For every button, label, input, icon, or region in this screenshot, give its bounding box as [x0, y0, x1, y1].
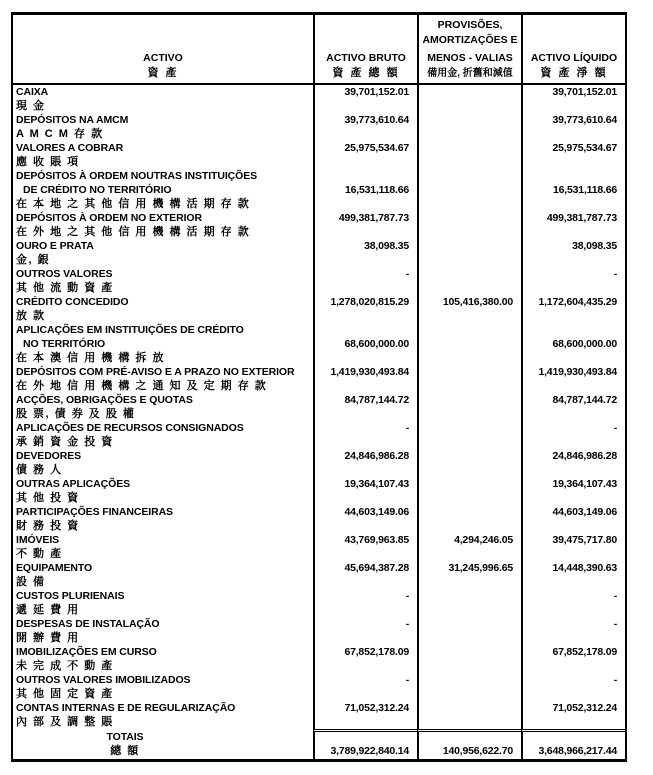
- asset-row: [13, 505, 625, 533]
- header-activo-liquido-column: [521, 15, 625, 83]
- header-bruto-label-cn: 資 產 總 額: [332, 67, 400, 79]
- header-provisoes-label-1: PROVISÕES,: [437, 19, 503, 31]
- provisions-value-cell: [417, 617, 521, 645]
- asset-name-cell: [13, 505, 313, 533]
- header-activo-bruto-column: [313, 15, 417, 83]
- provisions-value-cell: [417, 239, 521, 267]
- asset-name-pt: EQUIPAMENTO: [16, 562, 93, 574]
- asset-name-cell: [13, 365, 313, 393]
- provisions-value-cell: [417, 85, 521, 113]
- asset-name-pt: CRÉDITO CONCEDIDO: [16, 296, 129, 308]
- asset-row: [13, 267, 625, 295]
- totals-row: [13, 729, 625, 759]
- gross-value-cell: 39,701,152.01: [313, 85, 417, 113]
- asset-name-cell: [13, 141, 313, 169]
- net-value-cell: 38,098.35: [521, 239, 625, 267]
- asset-row: [13, 365, 625, 393]
- asset-name-pt: DESPESAS DE INSTALAÇÃO: [16, 618, 160, 630]
- provisions-value-cell: 105,416,380.00: [417, 295, 521, 323]
- net-value-cell: -: [521, 589, 625, 617]
- provisions-value-cell: 31,245,996.65: [417, 561, 521, 589]
- gross-value-cell: -: [313, 617, 417, 645]
- asset-name-pt: DEPÓSITOS NA AMCM: [16, 114, 129, 126]
- provisions-value-cell: [417, 169, 521, 211]
- asset-name-pt: NO TERRITÓRIO: [23, 338, 106, 350]
- asset-name-pt: DEPÓSITOS À ORDEM NOUTRAS INSTITUIÇÕES: [16, 170, 258, 182]
- provisions-value-cell: [417, 141, 521, 169]
- asset-name-cn: 其 他 固 定 資 產: [16, 688, 114, 700]
- assets-table: [11, 12, 627, 762]
- asset-name-cn: 在 本 澳 信 用 機 構 拆 放: [16, 352, 165, 364]
- gross-value-cell: 71,052,312.24: [313, 701, 417, 729]
- totals-provisions-cell: [417, 729, 521, 759]
- header-provisoes-label-cn: 備用金, 折舊和減值: [427, 68, 513, 79]
- asset-name-cell: [13, 645, 313, 673]
- asset-name-pt: PARTICIPAÇÕES FINANCEIRAS: [16, 506, 173, 518]
- asset-row: [13, 449, 625, 477]
- asset-name-pt: CUSTOS PLURIENAIS: [16, 590, 125, 602]
- net-value-cell: 39,701,152.01: [521, 85, 625, 113]
- provisions-value-cell: [417, 701, 521, 729]
- asset-name-pt: IMÓVEIS: [16, 534, 60, 546]
- provisions-value-cell: [417, 267, 521, 295]
- asset-name-cn: 應 收 賬 項: [16, 156, 80, 168]
- asset-row: [13, 589, 625, 617]
- asset-name-pt: DEVEDORES: [16, 450, 82, 462]
- asset-row: [13, 239, 625, 267]
- header-activo-label: ACTIVO: [143, 52, 183, 64]
- asset-name-cn: 現 金: [16, 100, 46, 112]
- header-provisoes-column: [417, 15, 521, 83]
- asset-name-cn: A M C M 存 款: [16, 128, 104, 140]
- asset-name-pt: VALORES A COBRAR: [16, 142, 124, 154]
- net-value-cell: 71,052,312.24: [521, 701, 625, 729]
- asset-row: [13, 323, 625, 365]
- asset-name-cell: [13, 169, 313, 211]
- gross-value-cell: -: [313, 421, 417, 449]
- asset-name-cell: [13, 617, 313, 645]
- net-value-cell: 67,852,178.09: [521, 645, 625, 673]
- asset-name-pt: IMOBILIZAÇÕES EM CURSO: [16, 646, 157, 658]
- net-value-cell: 499,381,787.73: [521, 211, 625, 239]
- header-bruto-label: ACTIVO BRUTO: [326, 52, 406, 64]
- asset-name-cn: 放 款: [16, 310, 46, 322]
- asset-name-cell: [13, 295, 313, 323]
- totals-label: TOTAIS: [106, 731, 144, 743]
- net-value-cell: 39,773,610.64: [521, 113, 625, 141]
- asset-row: [13, 617, 625, 645]
- asset-name-cell: [13, 449, 313, 477]
- totals-net-value: 3,648,966,217.44: [538, 745, 617, 757]
- asset-name-cn: 其 他 投 資: [16, 492, 80, 504]
- asset-name-pt: DE CRÉDITO NO TERRITÓRIO: [23, 184, 172, 196]
- asset-row: [13, 645, 625, 673]
- gross-value-cell: 25,975,534.67: [313, 141, 417, 169]
- asset-name-cn: 金, 銀: [16, 254, 51, 266]
- asset-name-pt: CAIXA: [16, 86, 49, 98]
- provisions-value-cell: [417, 477, 521, 505]
- provisions-value-cell: 4,294,246.05: [417, 533, 521, 561]
- header-liquido-label: ACTIVO LÍQUIDO: [530, 52, 618, 64]
- totals-net-cell: [521, 729, 625, 759]
- gross-value-cell: 68,600,000.00: [313, 323, 417, 365]
- provisions-value-cell: [417, 113, 521, 141]
- net-value-cell: 39,475,717.80: [521, 533, 625, 561]
- header-liquido-label-cn: 資 產 淨 額: [540, 67, 608, 79]
- asset-name-cell: [13, 85, 313, 113]
- provisions-value-cell: [417, 449, 521, 477]
- net-value-cell: 68,600,000.00: [521, 323, 625, 365]
- net-value-cell: 14,448,390.63: [521, 561, 625, 589]
- net-value-cell: 44,603,149.06: [521, 505, 625, 533]
- asset-name-pt: DEPÓSITOS COM PRÉ-AVISO E A PRAZO NO EXTERIOR: [16, 366, 295, 378]
- table-body: [13, 85, 625, 729]
- net-value-cell: 16,531,118.66: [521, 169, 625, 211]
- asset-row: [13, 85, 625, 113]
- gross-value-cell: 499,381,787.73: [313, 211, 417, 239]
- asset-name-cell: [13, 211, 313, 239]
- asset-name-cn: 財 務 投 資: [16, 520, 80, 532]
- net-value-cell: 1,172,604,435.29: [521, 295, 625, 323]
- provisions-value-cell: [417, 673, 521, 701]
- asset-name-pt: APLICAÇÕES EM INSTITUIÇÕES DE CRÉDITO: [16, 324, 244, 336]
- asset-name-pt: OUTROS VALORES IMOBILIZADOS: [16, 674, 191, 686]
- net-value-cell: -: [521, 673, 625, 701]
- net-value-cell: -: [521, 267, 625, 295]
- gross-value-cell: 38,098.35: [313, 239, 417, 267]
- provisions-value-cell: [417, 589, 521, 617]
- gross-value-cell: -: [313, 673, 417, 701]
- asset-row: [13, 561, 625, 589]
- totals-provisions-value: 140,956,622.70: [442, 745, 513, 757]
- header-provisoes-label-2: AMORTIZAÇÕES E: [422, 34, 518, 46]
- asset-name-cn: 在 本 地 之 其 他 信 用 機 構 活 期 存 款: [16, 198, 251, 210]
- gross-value-cell: 45,694,387.28: [313, 561, 417, 589]
- asset-name-cn: 承 銷 資 金 投 資: [16, 436, 114, 448]
- asset-name-cell: [13, 421, 313, 449]
- asset-name-cell: [13, 113, 313, 141]
- asset-row: [13, 701, 625, 729]
- asset-row: [13, 113, 625, 141]
- asset-name-cell: [13, 239, 313, 267]
- asset-name-cn: 設 備: [16, 576, 46, 588]
- asset-name-cn: 股 票, 債 券 及 股 權: [16, 408, 136, 420]
- asset-row: [13, 295, 625, 323]
- provisions-value-cell: [417, 211, 521, 239]
- header-activo-label-cn: 資 產: [147, 67, 179, 79]
- asset-row: [13, 673, 625, 701]
- asset-name-pt: OUTRAS APLICAÇÕES: [16, 478, 131, 490]
- asset-name-pt: ACÇÕES, OBRIGAÇÕES E QUOTAS: [16, 394, 193, 406]
- net-value-cell: -: [521, 421, 625, 449]
- asset-name-cell: [13, 589, 313, 617]
- asset-name-cell: [13, 267, 313, 295]
- net-value-cell: 24,846,986.28: [521, 449, 625, 477]
- asset-row: [13, 421, 625, 449]
- gross-value-cell: 44,603,149.06: [313, 505, 417, 533]
- asset-name-cn: 其 他 流 動 資 產: [16, 282, 114, 294]
- gross-value-cell: -: [313, 589, 417, 617]
- gross-value-cell: 67,852,178.09: [313, 645, 417, 673]
- net-value-cell: 19,364,107.43: [521, 477, 625, 505]
- net-value-cell: 25,975,534.67: [521, 141, 625, 169]
- asset-name-pt: DEPÓSITOS À ORDEM NO EXTERIOR: [16, 212, 202, 224]
- header-provisoes-label-3: MENOS - VALIAS: [427, 52, 513, 64]
- asset-name-cell: [13, 701, 313, 729]
- asset-name-cn: 在 外 地 信 用 機 構 之 通 知 及 定 期 存 款: [16, 380, 268, 392]
- asset-name-cn: 內 部 及 調 整 賬: [16, 716, 114, 728]
- gross-value-cell: 43,769,963.85: [313, 533, 417, 561]
- asset-row: [13, 211, 625, 239]
- gross-value-cell: 24,846,986.28: [313, 449, 417, 477]
- asset-row: [13, 533, 625, 561]
- gross-value-cell: 16,531,118.66: [313, 169, 417, 211]
- provisions-value-cell: [417, 323, 521, 365]
- asset-name-cell: [13, 477, 313, 505]
- provisions-value-cell: [417, 365, 521, 393]
- asset-name-cell: [13, 673, 313, 701]
- asset-name-pt: CONTAS INTERNAS E DE REGULARIZAÇÃO: [16, 702, 236, 714]
- provisions-value-cell: [417, 421, 521, 449]
- totals-label-cell: [13, 729, 313, 759]
- asset-name-cell: [13, 561, 313, 589]
- provisions-value-cell: [417, 393, 521, 421]
- asset-row: [13, 169, 625, 211]
- net-value-cell: -: [521, 617, 625, 645]
- gross-value-cell: -: [313, 267, 417, 295]
- net-value-cell: 1,419,930,493.84: [521, 365, 625, 393]
- gross-value-cell: 1,278,020,815.29: [313, 295, 417, 323]
- asset-name-cell: [13, 393, 313, 421]
- asset-row: [13, 477, 625, 505]
- provisions-value-cell: [417, 645, 521, 673]
- asset-name-cn: 未 完 成 不 動 產: [16, 660, 114, 672]
- asset-name-pt: APLICAÇÕES DE RECURSOS CONSIGNADOS: [16, 422, 244, 434]
- asset-name-pt: OURO E PRATA: [16, 240, 94, 252]
- totals-label-cn: 總 額: [110, 745, 140, 757]
- asset-row: [13, 141, 625, 169]
- asset-name-cn: 在 外 地 之 其 他 信 用 機 構 活 期 存 款: [16, 226, 251, 238]
- provisions-value-cell: [417, 505, 521, 533]
- gross-value-cell: 39,773,610.64: [313, 113, 417, 141]
- table-header-row: [13, 15, 625, 85]
- gross-value-cell: 19,364,107.43: [313, 477, 417, 505]
- asset-row: [13, 393, 625, 421]
- asset-name-cn: 不 動 產: [16, 548, 63, 560]
- gross-value-cell: 84,787,144.72: [313, 393, 417, 421]
- asset-name-pt: OUTROS VALORES: [16, 268, 113, 280]
- net-value-cell: 84,787,144.72: [521, 393, 625, 421]
- totals-gross-value: 3,789,922,840.14: [330, 745, 409, 757]
- gross-value-cell: 1,419,930,493.84: [313, 365, 417, 393]
- asset-name-cn: 遞 延 費 用: [16, 604, 80, 616]
- asset-name-cn: 債 務 人: [16, 464, 63, 476]
- header-activo-column: [13, 15, 313, 83]
- totals-gross-cell: [313, 729, 417, 759]
- asset-name-cn: 開 辦 費 用: [16, 632, 80, 644]
- asset-name-cell: [13, 533, 313, 561]
- asset-name-cell: [13, 323, 313, 365]
